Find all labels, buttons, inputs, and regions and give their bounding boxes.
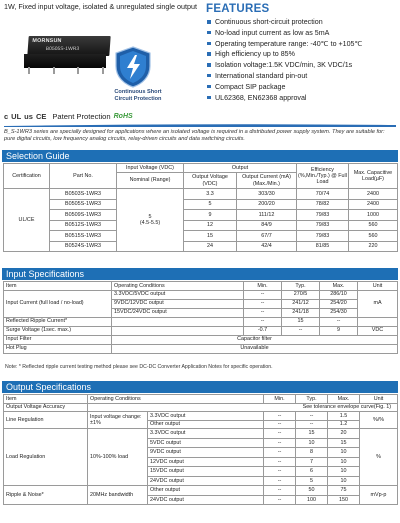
max-cell: 10 — [328, 448, 360, 458]
series-description: B_S-1WR3 series are specially designed for applications where an isolated voltage is required in a distributed power supply system. They are suitable for: pure digital circuits, low frequency analog circuits, relay-driven circuits and data switching circuits. — [4, 129, 385, 142]
col-header-certification: Certification — [4, 164, 50, 189]
max-cell: 1.5 — [328, 412, 360, 421]
vout-cell: 24 — [184, 241, 237, 252]
output-cell: 5VDC output — [148, 438, 264, 448]
table-row — [4, 486, 398, 496]
max-cell: 15 — [328, 438, 360, 448]
typ-cell: 7 — [296, 457, 328, 467]
shield-caption: Continuous Short Circuit Protection — [114, 89, 162, 102]
cap-cell: 2400 — [349, 199, 398, 210]
value-cell: Unavailable — [112, 344, 398, 353]
condition-cell: 9VDC/12VDC output — [112, 299, 244, 308]
pin — [28, 67, 30, 74]
col-header-item: Item — [4, 282, 112, 291]
min-cell: -- — [244, 290, 282, 299]
col-header-item: Item — [4, 395, 88, 404]
output-cell: Other output — [148, 420, 264, 429]
eff-cell: 79/83 — [297, 220, 349, 231]
table-row — [4, 231, 398, 242]
max-cell: 10 — [328, 457, 360, 467]
max-cell: 9 — [320, 326, 358, 335]
output-cell: 24VDC output — [148, 495, 264, 505]
eff-cell: 81/85 — [297, 241, 349, 252]
col-header-min: Min. — [264, 395, 296, 404]
vout-cell: 3.3 — [184, 189, 237, 200]
typ-cell: 5 — [296, 476, 328, 486]
table-row — [4, 199, 398, 210]
eff-cell: 79/83 — [297, 210, 349, 221]
col-header-input-voltage: Input Voltage (VDC) — [117, 164, 184, 173]
table-row — [4, 326, 398, 335]
unit-cell: % — [360, 429, 398, 486]
typ-cell: -- — [282, 326, 320, 335]
cert-mark-c: c — [4, 111, 9, 121]
condition-cell — [112, 317, 244, 326]
vout-cell: 9 — [184, 210, 237, 221]
table-row — [4, 317, 398, 326]
min-cell: -- — [264, 486, 296, 496]
condition-cell: Input voltage change: ±1% — [88, 412, 148, 429]
range-value: (4.5-5.5) — [139, 220, 161, 226]
col-header-part-no: Part No. — [50, 164, 117, 189]
eff-cell: 79/83 — [297, 231, 349, 242]
eff-cell: 78/82 — [297, 199, 349, 210]
iout-cell: 67/7 — [237, 231, 297, 242]
selection-guide-heading: Selection Guide — [2, 150, 398, 162]
col-header-conditions: Operating Conditions — [88, 395, 264, 404]
item-cell: Line Regulation — [4, 412, 88, 429]
max-cell: 75 — [328, 486, 360, 496]
col-header-output-current: Output Current (mA)(Max./Min.) — [237, 173, 297, 189]
input-current-label: Input Current (full load / no-load) — [4, 290, 112, 317]
output-cell: 24VDC output — [148, 476, 264, 486]
pin — [77, 67, 79, 74]
item-cell: Ripple & Noise* — [4, 486, 88, 505]
col-header-max: Max. — [328, 395, 360, 404]
input-specs-table — [3, 281, 398, 354]
condition-cell: 20MHz bandwidth — [88, 486, 148, 505]
typ-cell: 6 — [296, 467, 328, 477]
cap-cell: 1000 — [349, 210, 398, 221]
max-cell: 286/10 — [320, 290, 358, 299]
typ-cell: 270/5 — [282, 290, 320, 299]
table-row — [4, 210, 398, 221]
ce-logo: CE — [35, 111, 47, 121]
feature-item: International standard pin-out — [207, 71, 399, 82]
typ-cell: 50 — [296, 486, 328, 496]
table-row — [4, 290, 398, 299]
nominal-value: 5 — [148, 213, 152, 220]
typ-cell: 241/12 — [282, 299, 320, 308]
selection-guide-table — [3, 163, 398, 252]
min-cell: -- — [264, 429, 296, 439]
condition-cell: 3.3VDC/5VDC output — [112, 290, 244, 299]
col-header-max: Max. — [320, 282, 358, 291]
item-cell: Hot Plug — [4, 344, 112, 353]
max-cell: -- — [320, 317, 358, 326]
max-cell: 150 — [328, 495, 360, 505]
output-specs-table — [3, 394, 398, 505]
min-cell: -- — [264, 438, 296, 448]
output-cell: 3.3VDC output — [148, 412, 264, 421]
module-pins — [28, 67, 104, 74]
min-cell: -- — [244, 308, 282, 317]
col-header-output: Output — [184, 164, 297, 173]
input-specs-note: Note: * Reflected ripple current testing method please see DC-DC Converter Application Notes for specific operation. — [5, 364, 273, 370]
item-cell: Surge Voltage (1sec. max.) — [4, 326, 112, 335]
max-cell: 10 — [328, 476, 360, 486]
item-cell: Input Filter — [4, 335, 112, 344]
nominal-cell — [117, 189, 184, 252]
typ-cell: 100 — [296, 495, 328, 505]
unit-cell — [358, 317, 398, 326]
min-cell: -- — [264, 495, 296, 505]
feature-item: UL62368, EN62368 approval — [207, 93, 399, 104]
min-cell: -- — [244, 317, 282, 326]
module-front — [24, 54, 106, 68]
module-model: B0505S-1WR3 — [45, 46, 80, 52]
part-no-cell: B0524S-1WR3 — [50, 241, 117, 252]
output-cell: 12VDC output — [148, 457, 264, 467]
part-no-cell: B0503S-1WR3 — [50, 189, 117, 200]
min-cell: -- — [264, 412, 296, 421]
module-top — [27, 36, 110, 56]
table-row — [4, 412, 398, 421]
cap-cell: 560 — [349, 231, 398, 242]
short-circuit-shield-icon — [114, 46, 152, 88]
col-header-typ: Typ. — [296, 395, 328, 404]
typ-cell: 8 — [296, 448, 328, 458]
part-no-cell: B0509S-1WR3 — [50, 210, 117, 221]
features-heading: FEATURES — [206, 3, 270, 15]
condition-cell: 15VDC/24VDC output — [112, 308, 244, 317]
page-title: 1W, Fixed input voltage, isolated & unregulated single output — [4, 2, 197, 11]
cert-mark-us: us — [24, 111, 33, 121]
table-row — [4, 429, 398, 439]
cap-cell: 2400 — [349, 189, 398, 200]
iout-cell: 84/9 — [237, 220, 297, 231]
table-row — [4, 241, 398, 252]
feature-item: Compact SIP package — [207, 82, 399, 93]
min-cell: -- — [264, 420, 296, 429]
typ-cell: -- — [296, 412, 328, 421]
patent-protection-label: Patent Protection — [52, 111, 111, 121]
min-cell: -- — [244, 299, 282, 308]
table-row — [4, 335, 398, 344]
rohs-logo: RoHS — [113, 112, 133, 120]
part-no-cell: B0512S-1WR3 — [50, 220, 117, 231]
table-row — [4, 220, 398, 231]
item-cell: Output Voltage Accuracy — [4, 403, 88, 412]
table-row — [4, 189, 398, 200]
table-row — [4, 403, 398, 412]
vout-cell: 5 — [184, 199, 237, 210]
col-header-typ: Typ. — [282, 282, 320, 291]
condition-cell: 10%-100% load — [88, 429, 148, 486]
max-cell: 254/30 — [320, 308, 358, 317]
max-cell: 10 — [328, 467, 360, 477]
iout-cell: 42/4 — [237, 241, 297, 252]
output-cell: 15VDC output — [148, 467, 264, 477]
feature-item: Operating temperature range: -40℃ to +105℃ — [207, 39, 399, 50]
iout-cell: 200/20 — [237, 199, 297, 210]
typ-cell: 10 — [296, 438, 328, 448]
cap-cell: 220 — [349, 241, 398, 252]
output-cell: 9VDC output — [148, 448, 264, 458]
vout-cell: 15 — [184, 231, 237, 242]
iout-cell: 111/12 — [237, 210, 297, 221]
col-header-efficiency: Efficiency (%,Min./Typ.) @ Full Load — [297, 164, 349, 189]
typ-cell: 15 — [282, 317, 320, 326]
item-cell: Load Regulation — [4, 429, 88, 486]
col-header-min: Min. — [244, 282, 282, 291]
min-cell: -0.7 — [244, 326, 282, 335]
certification-cell: UL/CE — [4, 189, 50, 252]
feature-item: No-load input current as low as 5mA — [207, 28, 399, 39]
feature-item: Continuous short-circuit protection — [207, 17, 399, 28]
pin — [102, 67, 104, 74]
max-cell: 20 — [328, 429, 360, 439]
decorative-swoosh — [4, 123, 396, 127]
typ-cell: 241/18 — [282, 308, 320, 317]
part-no-cell: B0515S-1WR3 — [50, 231, 117, 242]
part-no-cell: B0505S-1WR3 — [50, 199, 117, 210]
value-cell: Capacitor filter — [112, 335, 398, 344]
unit-cell: %/% — [360, 412, 398, 429]
col-header-max-cap: Max. Capacitive Load(µF) — [349, 164, 398, 189]
condition-cell — [112, 326, 244, 335]
feature-item: Isolation voltage:1.5K VDC/min, 3K VDC/1s — [207, 60, 399, 71]
col-header-nominal: Nominal (Range) — [117, 173, 184, 189]
min-cell: -- — [264, 467, 296, 477]
iout-cell: 303/30 — [237, 189, 297, 200]
max-cell: 1.2 — [328, 420, 360, 429]
table-row — [4, 344, 398, 353]
col-header-unit: Unit — [360, 395, 398, 404]
cap-cell: 560 — [349, 220, 398, 231]
unit-cell: mA — [358, 290, 398, 317]
min-cell: -- — [264, 476, 296, 486]
min-cell: -- — [264, 448, 296, 458]
typ-cell: 15 — [296, 429, 328, 439]
output-specs-heading: Output Specifications — [2, 381, 398, 393]
col-header-unit: Unit — [358, 282, 398, 291]
typ-cell: -- — [296, 420, 328, 429]
features-list — [207, 17, 399, 103]
col-header-conditions: Operating Conditions — [112, 282, 244, 291]
item-cell: Reflected Ripple Current* — [4, 317, 112, 326]
unit-cell: VDC — [358, 326, 398, 335]
output-cell: Other output — [148, 486, 264, 496]
input-specs-heading: Input Specifications — [2, 268, 398, 280]
ul-logo: UL — [11, 111, 22, 121]
output-cell: 3.3VDC output — [148, 429, 264, 439]
max-cell: 254/20 — [320, 299, 358, 308]
pin — [53, 67, 55, 74]
col-header-output-voltage: Output Voltage (VDC) — [184, 173, 237, 189]
min-cell: -- — [264, 457, 296, 467]
value-cell: See tolerance envelope curve(Fig. 1) — [88, 403, 398, 412]
product-image — [22, 34, 110, 74]
certification-marks — [4, 110, 133, 122]
module-brand: MORNSUN — [32, 38, 62, 44]
unit-cell: mVp-p — [360, 486, 398, 505]
feature-item: High efficiency up to 85% — [207, 49, 399, 60]
vout-cell: 12 — [184, 220, 237, 231]
eff-cell: 70/74 — [297, 189, 349, 200]
